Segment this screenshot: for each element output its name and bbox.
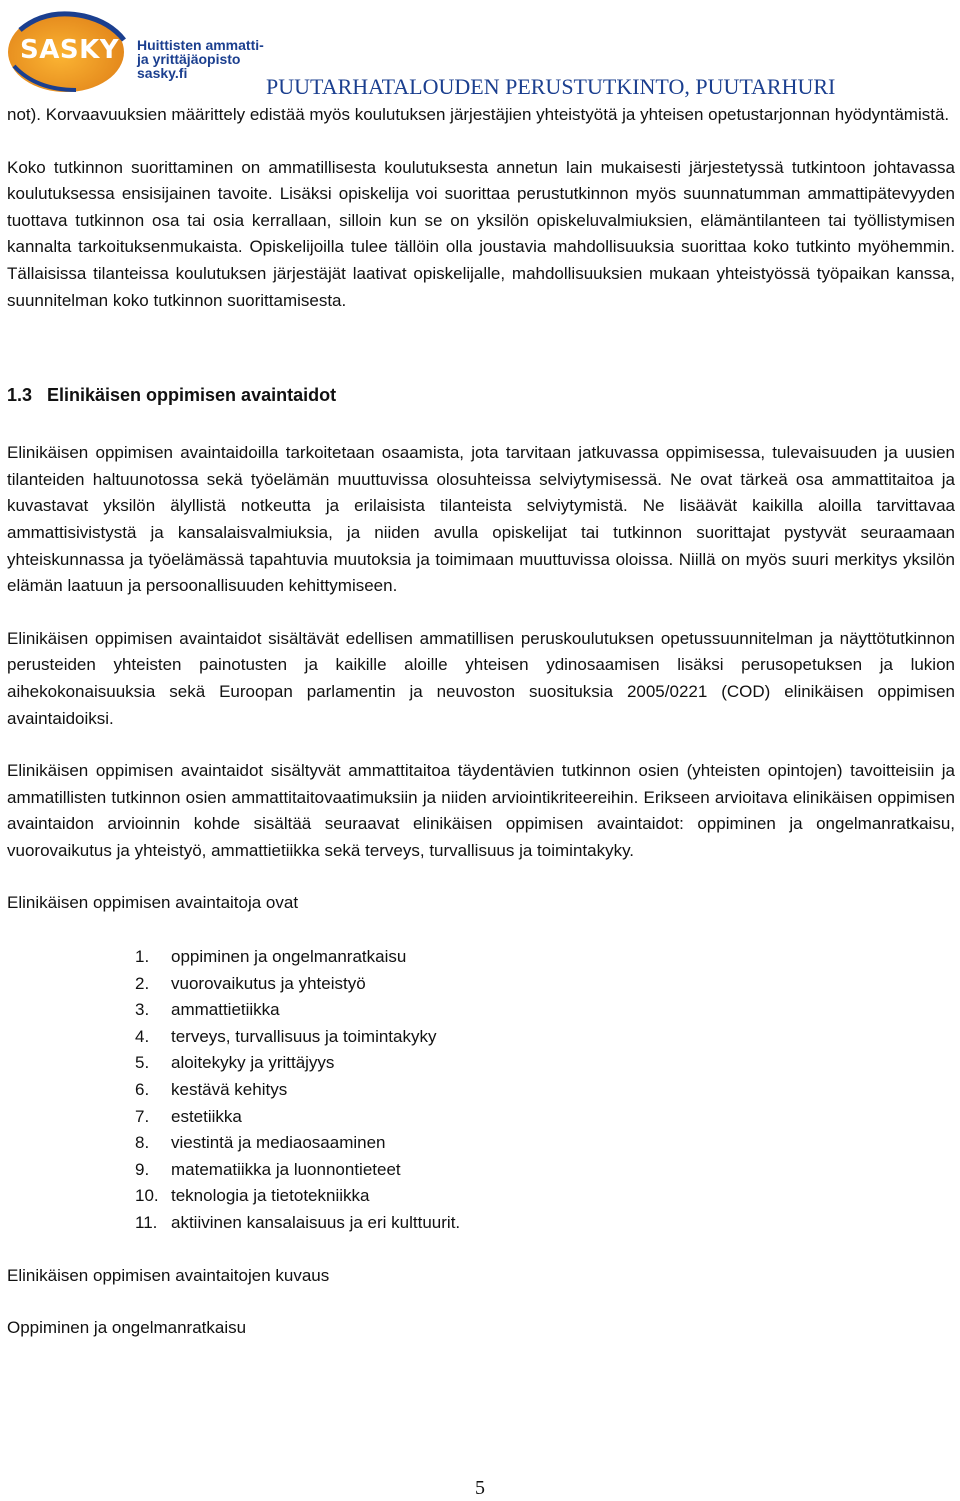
paragraph-content: Elinikäisen oppimisen avaintaidot sisältävät edellisen ammatillisen peruskoulutuksen opetussuunnitelman ja näyttötutkinnon perusteiden yhteisten painotusten ja kaikille aloille yhteisen ydinosaamisen lisäksi perusopetuksen ja lukion aihekokonaisuuksia sekä Euroopan parlamentin ja neuvoston suosituksia 2005/0221 (COD) elinikäisen oppimisen avaintaidoiksi.	[7, 628, 955, 728]
list-item: 5. aloitekyky ja yrittäjyys	[135, 1053, 335, 1073]
list-item: 4. terveys, turvallisuus ja toimintakyky	[135, 1026, 437, 1046]
logo-wordmark: SASKY	[20, 35, 120, 65]
logo-line-1: Huittisten ammatti-	[137, 37, 264, 53]
paragraph-definition: Elinikäisen oppimisen avaintaidoilla tarkoitetaan osaamista, jota tarvitaan jatkuvassa oppimisessa, tulevaisuuden ja uusien tilanteiden haltuunotossa sekä työelämän muuttuvissa olosuhteissa selviytymisessä. Ne ovat tärkeä osa ammattitaitoa ja kuvastavat yksilön älyllistä notkeutta ja erilaisista tilanteista selviytymistä. Ne lisäävät kaikilla aloilla tarvittavaa ammattisivistystä ja kansalaisvalmiuksia, ja niiden avulla opiskelijat tai tutkinnon suorittajat pystyvät seuraamaan yhteiskunnassa ja työelämässä tapahtuvia muutoksia ja toimimaan muuttuvissa oloissa. Niillä on myös suuri merkitys yksilön elämän laatuun ja persoonallisuuden kehittymiseen.	[7, 443, 955, 596]
paragraph-continued: not). Korvaavuuksien määrittely edistää myös koulutuksen järjestäjien yhteistyötä ja yhteisen opetustarjonnan hyödyntämistä.	[7, 105, 950, 124]
page-number: 5	[475, 1477, 485, 1499]
list-item: 2. vuorovaikutus ja yhteistyö	[135, 973, 366, 993]
list-item: 3. ammattietiikka	[135, 1000, 280, 1020]
sasky-logo	[6, 4, 268, 96]
section-heading	[7, 382, 955, 408]
list-item: 10. teknologia ja tietotekniikka	[135, 1186, 370, 1206]
document-body	[7, 102, 955, 1342]
list-item: 8. viestintä ja mediaosaaminen	[135, 1133, 386, 1153]
list-item: 11. aktiivinen kansalaisuus ja eri kulttuurit.	[135, 1213, 461, 1232]
list-item: 7. estetiikka	[135, 1106, 242, 1126]
key-skills-list	[135, 944, 955, 1237]
logo-line-2: ja yrittäjäopisto	[137, 51, 241, 67]
list-item: 6. kestävä kehitys	[135, 1080, 288, 1100]
description-heading: Elinikäisen oppimisen avaintaitojen kuvaus	[7, 1265, 330, 1285]
paragraph-completion: Koko tutkinnon suorittaminen on ammatillisesta koulutuksesta annetun lain mukaisesti järjestetyssä tutkintoon johtavassa koulutuksessa ensisijainen tavoite. Lisäksi opiskelija voi suorittaa perustutkinnon myös suunnatumman ammattipätevyyden tuottava tutkinnon osa tai osia kerrallaan, silloin kun se on yksilön opiskeluvalmiuksien, elämäntilanteen tai työllistymisen kannalta tarkoituksenmukaista. Opiskelijoilla tulee tällöin olla joustavia mahdollisuuksia suorittaa koko tutkinto myöhemmin. Tällaisissa tilanteissa koulutuksen järjestäjät laativat opiskelijalle, mahdollisuuksien mukaan yhteistyössä työpaikan kanssa, suunnitelman koko tutkinnon suorittamisesta.	[7, 157, 955, 310]
logo-website: sasky.fi	[137, 65, 188, 81]
list-intro: Elinikäisen oppimisen avaintaitoja ovat	[7, 893, 299, 913]
subheading-learning: Oppiminen ja ongelmanratkaisu	[7, 1318, 247, 1338]
section-number: 1.3	[7, 385, 33, 406]
section-title: Elinikäisen oppimisen avaintaidot	[47, 385, 337, 406]
document-title: PUUTARHATALOUDEN PERUSTUTKINTO, PUUTARHURI	[266, 74, 836, 99]
list-item: 1. oppiminen ja ongelmanratkaisu	[135, 947, 407, 967]
paragraph-included: Elinikäisen oppimisen avaintaidot sisältyvät ammattitaitoa täydentävien tutkinnon osien (yhteisten opintojen) tavoitteisiin ja ammatillisten tutkinnon osien ammattitaitovaatimuksiin ja niiden arviointikriteereihin. Erikseen arvioitava elinikäisen oppimisen avaintaidon arvioinnin kohde sisältää seuraavat elinikäisen oppimisen avaintaidot: oppiminen ja ongelmanratkaisu, vuorovaikutus ja yhteistyö, ammattietiikka sekä terveys, turvallisuus ja toimintakyky.	[7, 761, 955, 860]
list-item: 9. matematiikka ja luonnontieteet	[135, 1159, 401, 1179]
